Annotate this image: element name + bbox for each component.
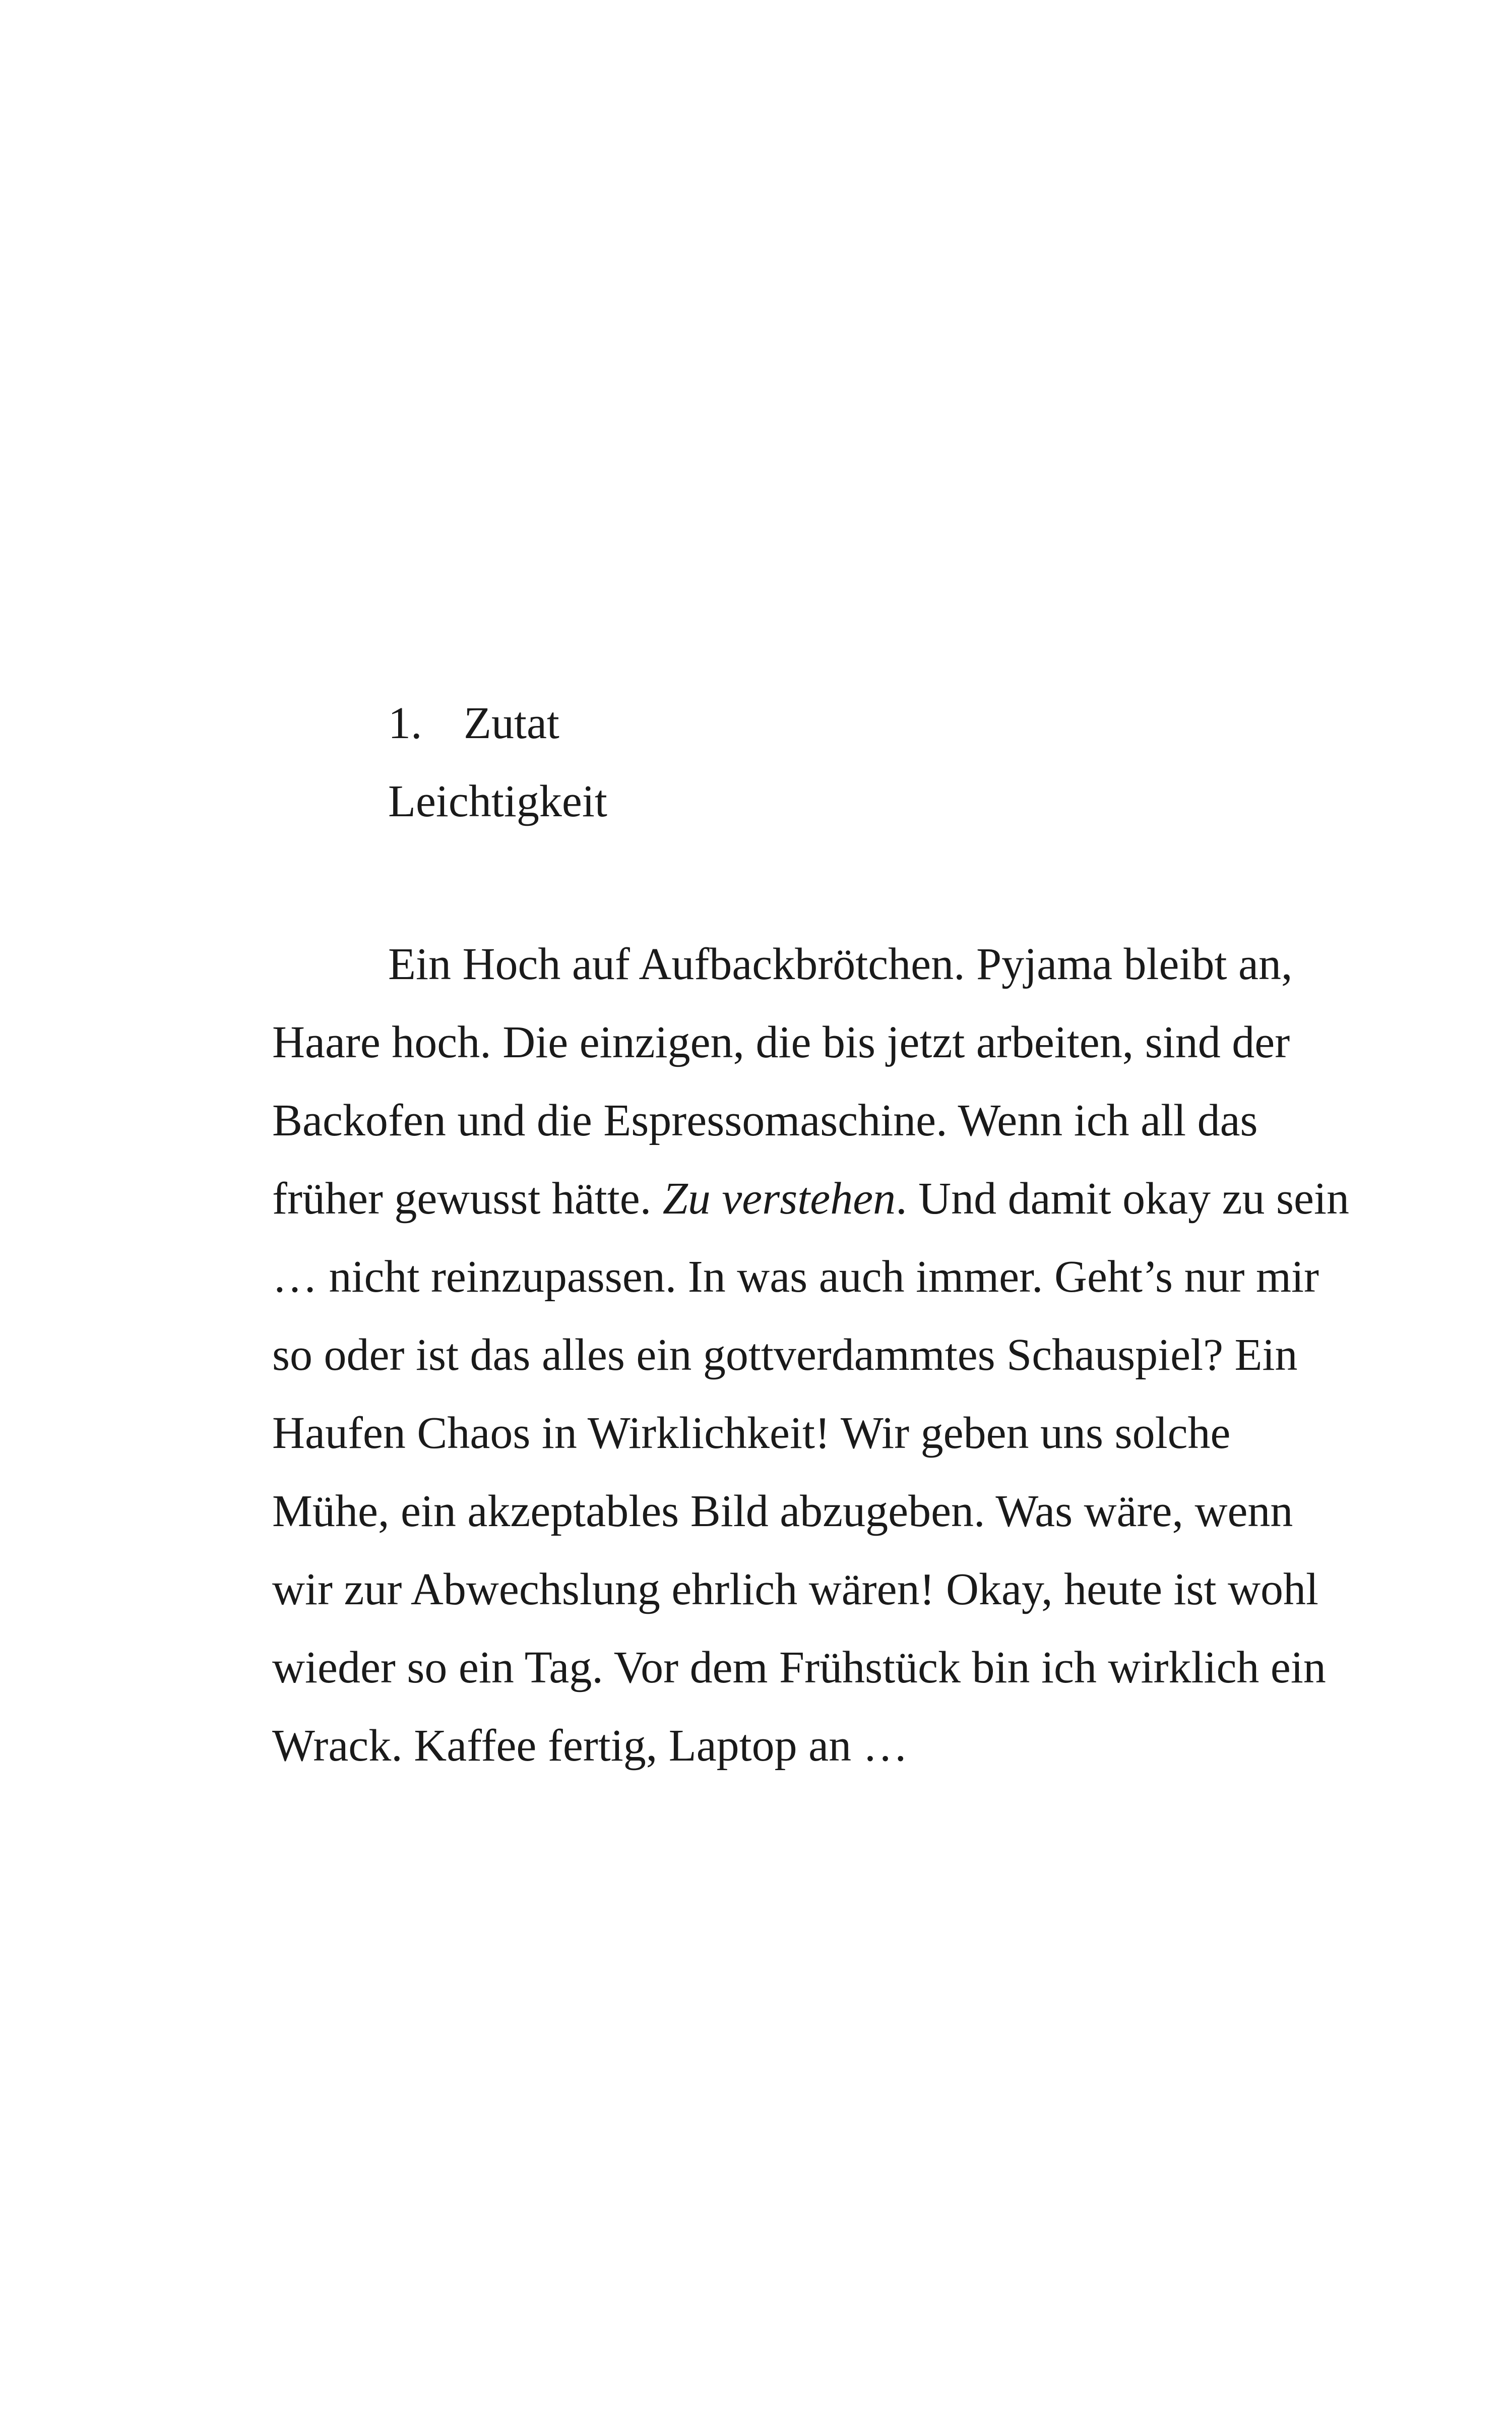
chapter-heading [388,698,559,748]
text-line [272,925,1431,1003]
text-line [272,1472,1431,1550]
body-paragraph [272,925,1431,1785]
text-line [272,1394,1431,1472]
text-span: . Und damit okay zu sein [896,1174,1349,1224]
text-span: … nicht reinzupassen. In was auch immer. Geht’s nur mir [272,1252,1319,1302]
text-line [272,1238,1431,1316]
text-span: Backofen und die Espressomaschine. Wenn ich all das [272,1096,1258,1145]
text-span: Mühe, ein akzeptables Bild abzugeben. Was wäre, wenn [272,1486,1293,1536]
text-line [272,1628,1431,1707]
chapter-title: Zutat [464,698,559,748]
text-line [272,1003,1431,1081]
text-line [272,1160,1431,1238]
text-span: wieder so ein Tag. Vor dem Frühstück bin ich wirklich ein [272,1643,1326,1692]
text-line [272,1316,1431,1394]
text-span: so oder ist das alles ein gottverdammtes Schauspiel? Ein [272,1330,1298,1380]
text-span: wir zur Abwechslung ehrlich wären! Okay, heute ist wohl [272,1564,1319,1614]
text-line [272,1707,1431,1785]
chapter-number: 1. [388,698,422,748]
text-line [272,1550,1431,1628]
text-span: Haare hoch. Die einzigen, die bis jetzt arbeiten, sind der [272,1017,1290,1067]
chapter-subtitle: Leichtigkeit [388,776,607,826]
emphasis-text: Zu verstehen [662,1174,896,1224]
text-span: Wrack. Kaffee fertig, Laptop an … [272,1721,908,1771]
text-line [272,1081,1431,1160]
text-span: Ein Hoch auf Aufbackbrötchen. Pyjama bleibt an, [388,939,1293,989]
text-span: Haufen Chaos in Wirklichkeit! Wir geben uns solche [272,1408,1231,1458]
text-span: früher gewusst hätte. [272,1174,663,1224]
